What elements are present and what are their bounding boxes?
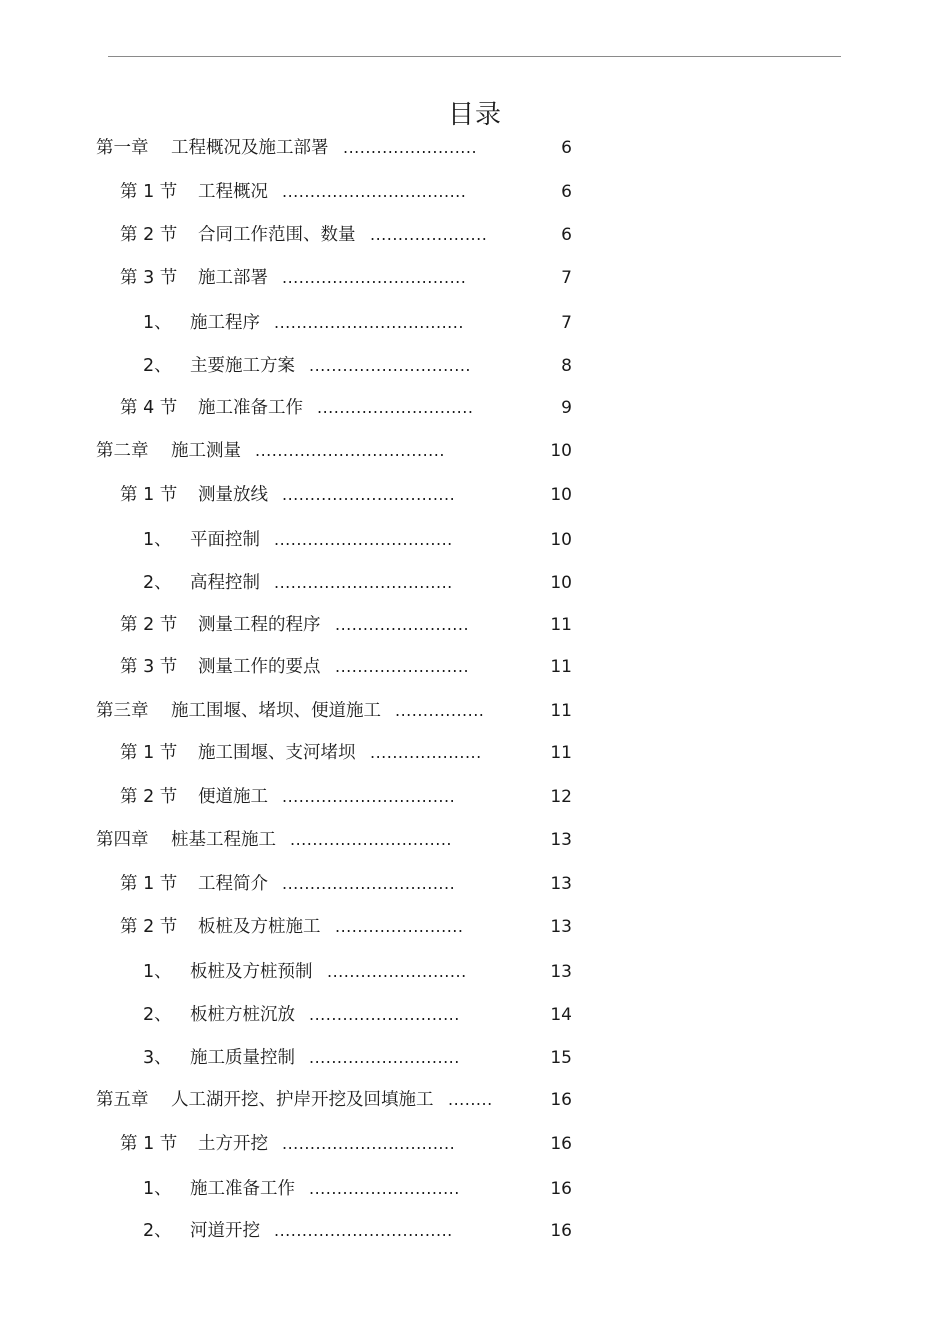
toc-entry[interactable] [0,353,950,379]
toc-entry-number: 第 1 节 [120,485,178,505]
toc-page-number: 14 [550,1005,572,1025]
toc-entry-title: 便道施工 [198,787,268,807]
toc-leader-dots: ........................ [335,615,470,634]
toc-entry[interactable] [0,827,950,853]
toc-entry[interactable] [0,914,950,940]
toc-entry[interactable] [0,222,950,248]
toc-page-number: 13 [550,830,572,850]
toc-page-number: 13 [550,874,572,894]
toc-page-number: 15 [550,1048,572,1068]
toc-leader-dots: ................................ [274,530,453,549]
toc-entry-number: 第 3 节 [120,268,178,288]
toc-leader-dots: .................................. [255,441,445,460]
toc-page-number: 11 [550,701,572,721]
toc-entry[interactable] [0,1176,950,1202]
toc-leader-dots: ........................... [309,1179,460,1198]
toc-entry[interactable] [0,527,950,553]
toc-entry-number: 第三章 [96,701,149,721]
toc-page-number: 6 [561,182,572,202]
toc-page-number: 12 [550,787,572,807]
toc-entry-title: 测量工程的程序 [198,615,321,635]
toc-entry-number: 1、 [143,313,172,333]
toc-entry[interactable] [0,784,950,810]
toc-leader-dots: ................ [395,701,485,720]
toc-entry[interactable] [0,1002,950,1028]
toc-entry-title: 施工质量控制 [190,1048,295,1068]
toc-entry-number: 1、 [143,962,172,982]
toc-entry-number: 第 2 节 [120,787,178,807]
toc-leader-dots: ............................ [317,398,474,417]
toc-page-number: 13 [550,962,572,982]
toc-entry[interactable] [0,1131,950,1157]
toc-entry[interactable] [0,612,950,638]
toc-leader-dots: .................................. [274,313,464,332]
toc-entry-title: 工程概况 [198,182,268,202]
toc-entry-number: 第 2 节 [120,615,178,635]
toc-page-number: 11 [550,615,572,635]
toc-entry-number: 第四章 [96,830,149,850]
toc-page-number: 16 [550,1221,572,1241]
toc-leader-dots: ............................... [282,787,456,806]
toc-entry[interactable] [0,698,950,724]
toc-leader-dots: ................................ [274,1221,453,1240]
toc-page-number: 11 [550,743,572,763]
toc-entry[interactable] [0,135,950,161]
toc-entry-title: 板桩方桩沉放 [190,1005,295,1025]
toc-entry[interactable] [0,570,950,596]
toc-page-number: 10 [550,485,572,505]
toc-leader-dots: ............................... [282,485,456,504]
header-rule [108,56,841,57]
toc-page-number: 6 [561,138,572,158]
toc-entry-number: 第一章 [96,138,149,158]
toc-page-number: 16 [550,1090,572,1110]
toc-page-number: 16 [550,1179,572,1199]
toc-entry-number: 2、 [143,573,172,593]
toc-leader-dots: ......................... [327,962,467,981]
toc-page-number: 9 [561,398,572,418]
toc-leader-dots: ........ [448,1090,493,1109]
toc-entry-title: 工程简介 [198,874,268,894]
toc-page-number: 16 [550,1134,572,1154]
toc-entry[interactable] [0,654,950,680]
toc-leader-dots: ........................... [309,1005,460,1024]
toc-leader-dots: ........................... [309,1048,460,1067]
toc-entry-title: 施工准备工作 [190,1179,295,1199]
toc-entry-title: 测量工作的要点 [198,657,321,677]
toc-entry[interactable] [0,871,950,897]
toc-entry-number: 1、 [143,1179,172,1199]
toc-entry-number: 第五章 [96,1090,149,1110]
toc-entry-title: 施工测量 [171,441,241,461]
toc-leader-dots: ................................. [282,182,467,201]
toc-leader-dots: ........................ [335,657,470,676]
toc-leader-dots: ............................... [282,874,456,893]
toc-entry-number: 第 2 节 [120,917,178,937]
toc-entry[interactable] [0,438,950,464]
toc-entry-title: 测量放线 [198,485,268,505]
toc-entry-title: 人工湖开挖、护岸开挖及回填施工 [171,1090,434,1110]
toc-entry-number: 第二章 [96,441,149,461]
toc-entry-title: 平面控制 [190,530,260,550]
toc-entry-title: 工程概况及施工部署 [171,138,329,158]
toc-page-number: 10 [550,530,572,550]
toc-page-number: 8 [561,356,572,376]
toc-page-number: 6 [561,225,572,245]
toc-leader-dots: ................................ [274,573,453,592]
toc-page-number: 7 [561,313,572,333]
toc-page-number: 7 [561,268,572,288]
toc-entry-number: 第 4 节 [120,398,178,418]
toc-entry-number: 第 1 节 [120,1134,178,1154]
toc-entry[interactable] [0,265,950,291]
toc-entry-title: 施工准备工作 [198,398,303,418]
toc-leader-dots: ........................ [343,138,478,157]
toc-entry-title: 高程控制 [190,573,260,593]
toc-entry-title: 桩基工程施工 [171,830,276,850]
toc-entry-number: 3、 [143,1048,172,1068]
toc-entry[interactable] [0,1218,950,1244]
toc-entry-title: 河道开挖 [190,1221,260,1241]
toc-entry-title: 合同工作范围、数量 [198,225,356,245]
toc-entry[interactable] [0,1087,950,1113]
toc-entry[interactable] [0,959,950,985]
toc-entry-number: 第 1 节 [120,743,178,763]
toc-entry-number: 1、 [143,530,172,550]
toc-entry-title: 施工程序 [190,313,260,333]
toc-entry[interactable] [0,310,950,336]
toc-leader-dots: ....................... [335,917,464,936]
toc-entry[interactable] [0,1045,950,1071]
toc-entry-title: 土方开挖 [198,1134,268,1154]
toc-leader-dots: ............................... [282,1134,456,1153]
toc-page-number: 10 [550,441,572,461]
page-title: 目录 [447,100,502,130]
toc-entry-title: 施工围堰、堵坝、便道施工 [171,701,381,721]
toc-entry-number: 2、 [143,1005,172,1025]
toc-entry[interactable] [0,179,950,205]
toc-page-number: 11 [550,657,572,677]
toc-entry-number: 2、 [143,1221,172,1241]
toc-entry-title: 施工围堰、支河堵坝 [198,743,356,763]
toc-leader-dots: ..................... [370,225,488,244]
toc-entry[interactable] [0,482,950,508]
toc-entry-title: 主要施工方案 [190,356,295,376]
toc-leader-dots: .................... [370,743,482,762]
toc-entry-number: 第 1 节 [120,874,178,894]
toc-entry-title: 板桩及方桩预制 [190,962,313,982]
toc-entry-number: 第 3 节 [120,657,178,677]
toc-entry-title: 板桩及方桩施工 [198,917,321,937]
toc-entry-title: 施工部署 [198,268,268,288]
toc-entry[interactable] [0,395,950,421]
toc-entry[interactable] [0,740,950,766]
toc-entry-number: 第 1 节 [120,182,178,202]
toc-entry-number: 2、 [143,356,172,376]
toc-leader-dots: ............................. [290,830,452,849]
toc-leader-dots: ............................. [309,356,471,375]
toc-entry-number: 第 2 节 [120,225,178,245]
toc-page-number: 10 [550,573,572,593]
toc-page-number: 13 [550,917,572,937]
toc-leader-dots: ................................. [282,268,467,287]
